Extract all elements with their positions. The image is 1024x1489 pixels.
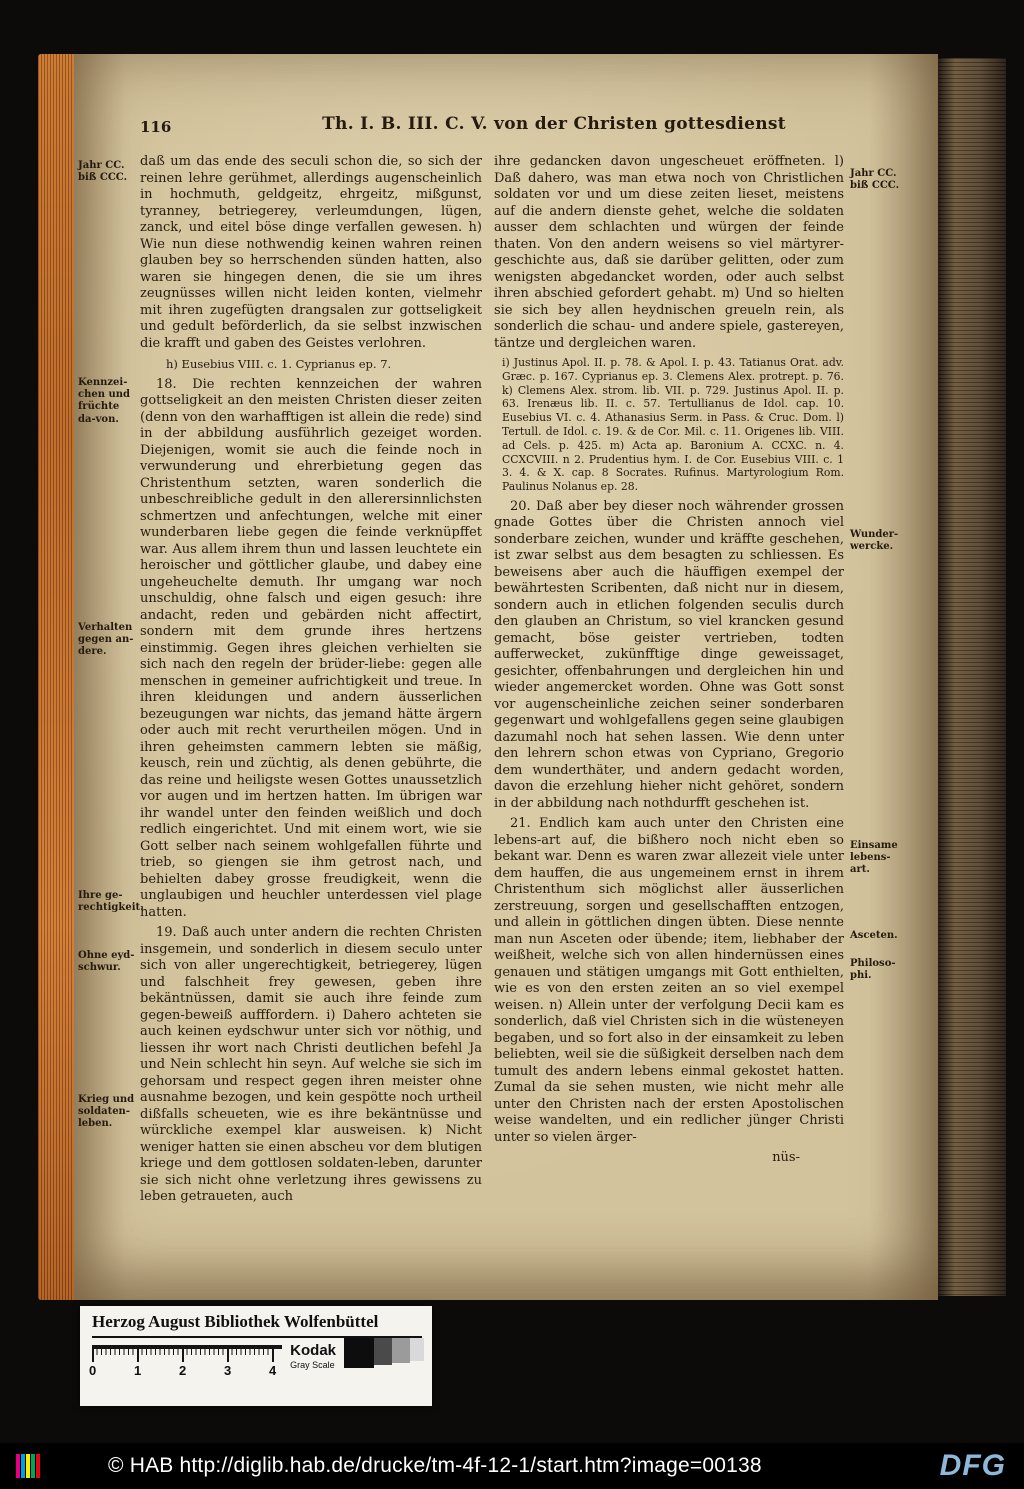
left-margin-notes xyxy=(78,154,144,1264)
paragraph-18: 18. Die rechten kennzeichen der wahren gottseligkeit an den meisten Christen dieser zeiten (denn von den warhafftigen ist allein die rede) sind in der abbildung ausführlich gezeiget worden. Diejenigen, womit sie auch die feinde noch in verwunderung und ehrerbietung gegen das Christenthum setzten, waren sonderlich die unbeschreibliche gedult in den allerersinnlichsten schmertzen und anfechtungen, welche mit einer wunderbaren liebe gegen die feinde verknüpffet war. Aus allem ihrem thun und lassen leuchtete ein heroischer und göttlicher glaube, und dabey eine ungeheuchelte demuth. Ihr umgang war noch unschuldig, ohne falsch und eigen gesuch: ihre andacht, reden und gebärden nicht affectirt, sondern mit dem grunde ihres hertzens einstimmig. Gegen ihres gleichen verhielten sie sich nach den regeln der brüder-liebe: gegen alle menschen in gemeiner aufrichtigkeit und treue. In ihren kleidungen und andern äusserlichen bezeugungen war nichts, das jemand hätte ärgern oder auch mit recht verurtheilen mögen. Und in ihren geheimsten cammern lebten sie mäßig, keusch, rein und züchtig, als denen gebührte, die das reine und heiligste wesen Gottes unaussetzlich vor augen und im hertzen hatten. Im übrigen war ihr wandel unter den feinden weißlich und doch redlich eingerichtet. Und mit einem wort, wie sie Gott selber nach seinem wohlgefallen führte und trieb, so giengen sie ihm getrost nach, und behielten dabey grosse freudigkeit, wenn die unglaubigen und heuchler unterdessen viel plage hatten. xyxy=(140,376,482,920)
ruler-numbers xyxy=(89,1363,322,1378)
ruler xyxy=(89,1345,292,1378)
page-title: Th. I. B. III. C. V. von der Christen gottesdienst xyxy=(322,114,786,134)
ruler-ticks xyxy=(92,1349,282,1362)
dfg-logo: DFG xyxy=(939,1449,1006,1482)
gray-scale-patches xyxy=(344,1338,424,1368)
paragraph-21: 21. Endlich kam auch unter den Christen eine lebens-art auf, die bißhero noch nicht eben so bekant war. Denn es waren zwar allezeit viele unter dem hauffen, die aus ungemeinem ernst in ihrem Christenthum sich möglichst aller äusserlichen zerstreuung, sorgen und gesellschafften entzogen, und allein in göttlichen dingen übten. Diese nennte man nun Asceten oder übende; item, liebhaber der weißheit, welche sich von allen hindernüssen eines genauen und stätigen umgangs mit Gott enthielten, wie es von den ersten zeiten an so viel exempel weisen. n) Allein unter der verfolgung Decii kam es sonderlich, daß viel Christen sich in die wüsteneyen begaben, und so fort also in der einsamkeit zu leben beliebten, weil sie die süßigkeit derselben nach dem tumult des andern lebens einmal gekostet hatten. Zumal da sie sehen musten, wie nicht mehr alle unter den Christen nach der ersten Apostolischen weise wandelten, und ein redlicher jünger Christi unter so vielen ärger- xyxy=(494,816,844,1145)
paragraph-continuation: ihre gedancken davon ungescheuet eröffneten. l) Daß dahero, was man etwa noch von Christlichen soldaten vor und um diese zeiten lieset, meistens auf die andern dienste gehet, welche die soldaten ausser dem schlachten und würgen der feinde thaten. Von den andern weisens so viel märtyrer-geschichte aus, daß sie darüber gelitten, oder zum wenigsten abgedancket worden, oder auch selbst ihren abschied gefordert gehabt. m) Und so hielten sie sich bey allen heydnischen greueln rein, als sonderlich die schau- und andere spiele, gastereyen, täntze und dergleichen waren. xyxy=(494,154,844,351)
footnotes-i-k-l-m: i) Justinus Apol. II. p. 78. & Apol. I. p. 43. Tatianus Orat. adv. Græc. p. 167. Cyprianus ep. 3. Clemens Alex. protrept. p. 76. k) Clemens Alex. strom. lib. VII. p. 729. Justinus Apol. II. p. 63. Irenæus lib. II. c. 57. Tertullianus de Idol. cap. 10. Eusebius VI. c. 4. Athanasius Serm. in Pass. & Cruc. Dom. l) Tertull. de Idol. c. 19. & de Cor. Mil. c. 11. Origenes lib. VIII. ad Cels. p. 425. m) Acta ap. Baronium A. CCXC. n. 4. CCXCVIII. n 2. Prudentius hym. I. de Cor. Eusebius VIII. c. 1 3. 4. & X. cap. 8 Socrates. Rufinus. Martyrologium Rom. Paulinus Nolanus ep. 28. xyxy=(502,356,844,494)
library-name: Herzog August Bibliothek Wolfenbüttel xyxy=(92,1312,422,1338)
paragraph-19: 19. Daß auch unter andern die rechten Christen insgemein, und sonderlich in diesem seculo unter sich von aller ungerechtigkeit, betriegerey, lügen und falschheit frey gewesen, geben ihre bekäntnüssen, damit sie auch ihre feinde zum gegen-beweiß aufffordern. i) Dahero achteten sie auch keinen eydschwur unter sich vor nöthig, und liessen ihr wort nach Christi deutlichen befehl Ja und Nein schlecht hin seyn. Auf welche sie sich im gehorsam und respect gegen ihren meister ohne ausnahme bezogen, und kein gespötte noch urtheil dißfalls scheueten, wie es ihre bekäntnüsse und würckliche exempel klar ausweisen. k) Nicht weniger hatten sie einen abscheu vor dem blutigen kriege und dem gottlosen soldaten-leben, darunter sie sich nicht ohne verletzung ihres gewissens zu leben getraueten, auch xyxy=(140,925,482,1204)
margin-note-wunder: Wunder-wercke. xyxy=(850,529,899,553)
right-column xyxy=(494,154,844,1171)
gray-patch xyxy=(344,1338,374,1368)
margin-note-eydschwur: Ohne eyd-schwur. xyxy=(78,950,135,974)
margin-note-asceten: Asceten. xyxy=(850,930,898,941)
gray-patch xyxy=(410,1338,424,1361)
copyright-url: © HAB http://diglib.hab.de/drucke/tm-4f-12-1/start.htm?image=00138 xyxy=(108,1454,762,1477)
catchword: nüs- xyxy=(772,1150,800,1166)
kodak-subtitle: Gray Scale xyxy=(290,1360,335,1370)
margin-note-jahr: Jahr CC. biß CCC. xyxy=(78,160,128,184)
book-fore-edge xyxy=(38,54,74,1300)
ruler-number-4: 4 xyxy=(269,1363,277,1378)
margin-note-einsame: Einsame lebens-art. xyxy=(850,840,898,876)
margin-note-philosophi: Philoso-phi. xyxy=(850,958,896,982)
paragraph-20: 20. Daß aber bey dieser noch währender grossen gnade Gottes über die Christen annoch viel sonderbare zeichen, wunder und kräffte geschehen, ist zwar selbst aus dem besagten zu schliessen. Es beweisens aber auch die häuffigen exempel der bewährtesten Scribenten, daß nicht nur in diesem, sondern auch in etlichen folgenden seculis durch den glauben an Christum, so viel krancken gesund gemacht, böse geister vertrieben, todten aufferwecket, zukünfftige dinge geweissaget, gesichter, offenbahrungen und dergleichen hin und wieder angemercket worden. Ohne was Gott sonst vor augenscheinliche zeichen seiner sonderbaren gegenwart und wohlgefallens gegen seine glaubigen dazumahl noch hat sehen lassen. Wie denn unter den lehrern schon etwas von Cypriano, Gregorio dem wunderthäter, und andern gedacht worden, davon die erzehlung hieher nicht gehöret, sondern in der abbildung nach nothdurfft geschehen ist. xyxy=(494,498,844,811)
kodak-brand: Kodak xyxy=(290,1342,336,1359)
margin-note-kennzeichen: Kennzei-chen und früchte da-von. xyxy=(78,377,131,425)
ruler-number-1: 1 xyxy=(134,1363,142,1378)
left-column xyxy=(140,154,482,1210)
library-label xyxy=(80,1306,432,1406)
right-margin-notes xyxy=(850,154,908,1264)
margin-note-gerechtigkeit: Ihre ge-rechtigkeit. xyxy=(78,890,144,914)
paragraph-continuation: daß um das ende des seculi schon die, so sich der reinen lehre gerühmet, allerdings augenscheinlich in hochmuth, geldgeitz, ehrgeitz, mißgunst, tyranney, betriegerey, verleumdungen, lügen, zanck, und eitel böse dinge verfallen gewesen. h) Wie nun diese nothwendig keinen wahren reinen glauben bey so herrschenden sünden hatten, also waren sie hingegen denen, die sie um ihres zeugnüsses willen nicht leiden konten, vielmehr mit ihren zugefügten drangsalen zur gottseligkeit und gedult beförderlich, da sie selbst inzwischen die krafft und gaben des Geistes verlohren. xyxy=(140,154,482,351)
footer-bar xyxy=(0,1443,1024,1489)
ruler-number-0: 0 xyxy=(89,1363,97,1378)
margin-note-verhalten: Verhalten gegen an-dere. xyxy=(78,622,134,658)
ruler-number-2: 2 xyxy=(179,1363,187,1378)
page-number: 116 xyxy=(140,118,172,136)
gray-patch xyxy=(374,1338,392,1365)
margin-note-jahr: Jahr CC. biß CCC. xyxy=(850,168,900,192)
book-edge-right xyxy=(938,58,1006,1296)
book-page xyxy=(74,54,938,1300)
ruler-number-3: 3 xyxy=(224,1363,232,1378)
kodak-gray-scale-label xyxy=(290,1342,336,1370)
color-calibration-icon xyxy=(16,1454,40,1478)
gray-patch xyxy=(392,1338,410,1363)
footnote-h: h) Eusebius VIII. c. 1. Cyprianus ep. 7. xyxy=(166,357,392,371)
margin-note-krieg: Krieg und soldaten-leben. xyxy=(78,1094,135,1130)
